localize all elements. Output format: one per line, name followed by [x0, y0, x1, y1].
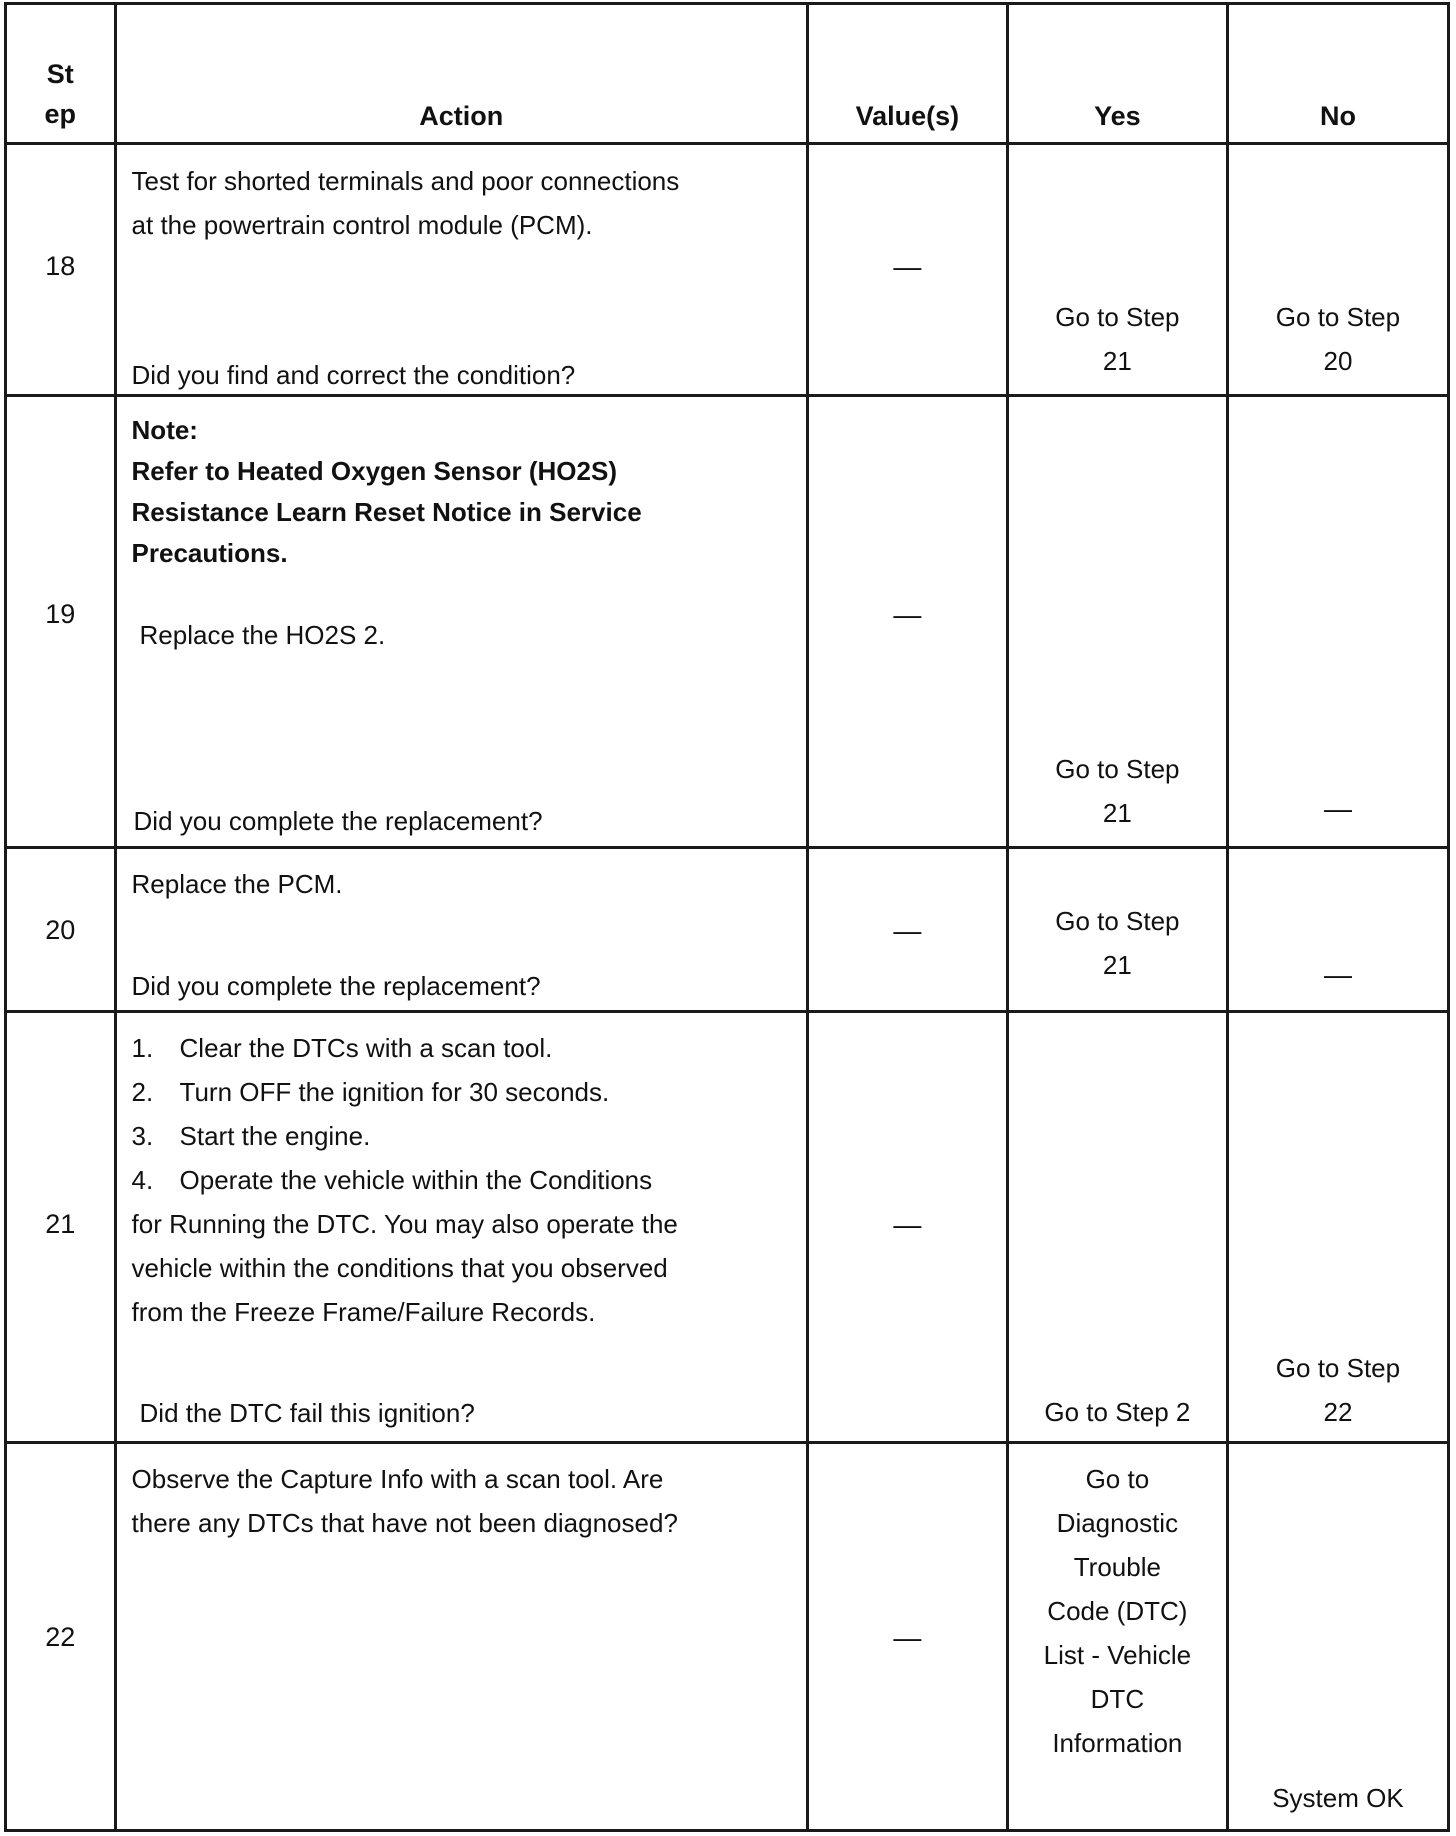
no-dash: —	[1323, 959, 1352, 990]
table-row-step-18	[6, 144, 1449, 396]
action-text: Replace the PCM.	[131, 869, 343, 899]
value-cell	[807, 396, 1007, 848]
list-item: 1. Clear the DTCs with a scan tool.	[131, 1033, 553, 1063]
step-number: 18	[45, 251, 76, 281]
no-goto: Go to Step 20	[1275, 302, 1401, 376]
yes-cell	[1007, 1443, 1227, 1831]
header-no: No	[1227, 4, 1448, 144]
action-question: Did the DTC fail this ignition?	[139, 1398, 475, 1428]
yes-goto: Go to Step 2	[1044, 1397, 1191, 1427]
note-block: Note: Refer to Heated Oxygen Sensor (HO2S) Resistance Learn Reset Notice in Service Precautions.	[132, 410, 642, 574]
action-cell	[115, 144, 807, 396]
header-yes: Yes	[1007, 4, 1227, 144]
no-text: System OK	[1272, 1783, 1404, 1813]
table-row-step-20	[6, 848, 1449, 1012]
step-number: 20	[45, 915, 76, 945]
diagnostic-table	[4, 2, 1450, 1832]
action-list: 1. Clear the DTCs with a scan tool. 2. Turn OFF the ignition for 30 seconds. 3. Start the engine. 4. Operate the vehicle within the Conditions for Running the DTC. You may also operate the vehicle within the conditions that you observed from the Freeze Frame/Failure Records.	[132, 1026, 678, 1334]
action-text: Replace the HO2S 2.	[139, 620, 386, 650]
yes-goto: Go to Step 21	[1055, 754, 1180, 828]
step-cell	[6, 1443, 116, 1831]
note-label: Note:	[131, 415, 198, 445]
step-cell	[6, 396, 116, 848]
value-cell	[807, 848, 1007, 1012]
step-number: 22	[45, 1622, 76, 1652]
header-step	[6, 4, 116, 144]
step-cell	[6, 1012, 116, 1443]
step-cell	[6, 144, 116, 396]
header-values: Value(s)	[807, 4, 1007, 144]
list-item: 3. Start the engine.	[131, 1121, 371, 1151]
action-cell	[115, 396, 807, 848]
no-goto: Go to Step 22	[1275, 1353, 1401, 1427]
action-question: Did you find and correct the condition?	[131, 360, 576, 390]
yes-goto: Go to Step 21	[1055, 906, 1180, 980]
yes-goto: Go to Step 21	[1055, 302, 1180, 376]
step-number: 21	[45, 1209, 76, 1239]
no-cell	[1227, 1443, 1448, 1831]
value-dash: —	[893, 599, 922, 630]
no-cell	[1227, 848, 1448, 1012]
no-cell	[1227, 1012, 1448, 1443]
yes-cell	[1007, 396, 1227, 848]
list-item: 4. Operate the vehicle within the Conditions	[131, 1165, 653, 1195]
value-dash: —	[893, 251, 922, 282]
value-cell	[807, 1012, 1007, 1443]
value-dash: —	[893, 1209, 922, 1240]
no-cell	[1227, 396, 1448, 848]
action-cell	[115, 1443, 807, 1831]
list-item: 2. Turn OFF the ignition for 30 seconds.	[131, 1077, 610, 1107]
header-step-line2: ep	[44, 99, 77, 129]
no-dash: —	[1323, 793, 1352, 824]
table-row-step-21	[6, 1012, 1449, 1443]
step-number: 19	[45, 599, 76, 629]
value-cell	[807, 1443, 1007, 1831]
yes-cell	[1007, 1012, 1227, 1443]
step-cell	[6, 848, 116, 1012]
header-step-line1: St	[46, 59, 74, 89]
action-question: Did you complete the replacement?	[131, 971, 541, 1001]
table-row-step-22	[6, 1443, 1449, 1831]
action-question: Did you complete the replacement?	[133, 806, 543, 836]
action-cell	[115, 848, 807, 1012]
header-action: Action	[115, 4, 807, 144]
table-header-row	[6, 4, 1449, 144]
value-cell	[807, 144, 1007, 396]
action-text: Test for shorted terminals and poor connections at the powertrain control module (PCM).	[131, 166, 680, 240]
yes-cell	[1007, 144, 1227, 396]
action-cell	[115, 1012, 807, 1443]
table-row-step-19	[6, 396, 1449, 848]
no-cell	[1227, 144, 1448, 396]
value-dash: —	[893, 1622, 922, 1653]
yes-goto: Go to Diagnostic Trouble Code (DTC) List - Vehicle DTC Information	[1043, 1464, 1192, 1758]
action-text: Observe the Capture Info with a scan tool. Are there any DTCs that have not been diagnosed?	[131, 1464, 678, 1538]
value-dash: —	[893, 915, 922, 946]
yes-cell	[1007, 848, 1227, 1012]
